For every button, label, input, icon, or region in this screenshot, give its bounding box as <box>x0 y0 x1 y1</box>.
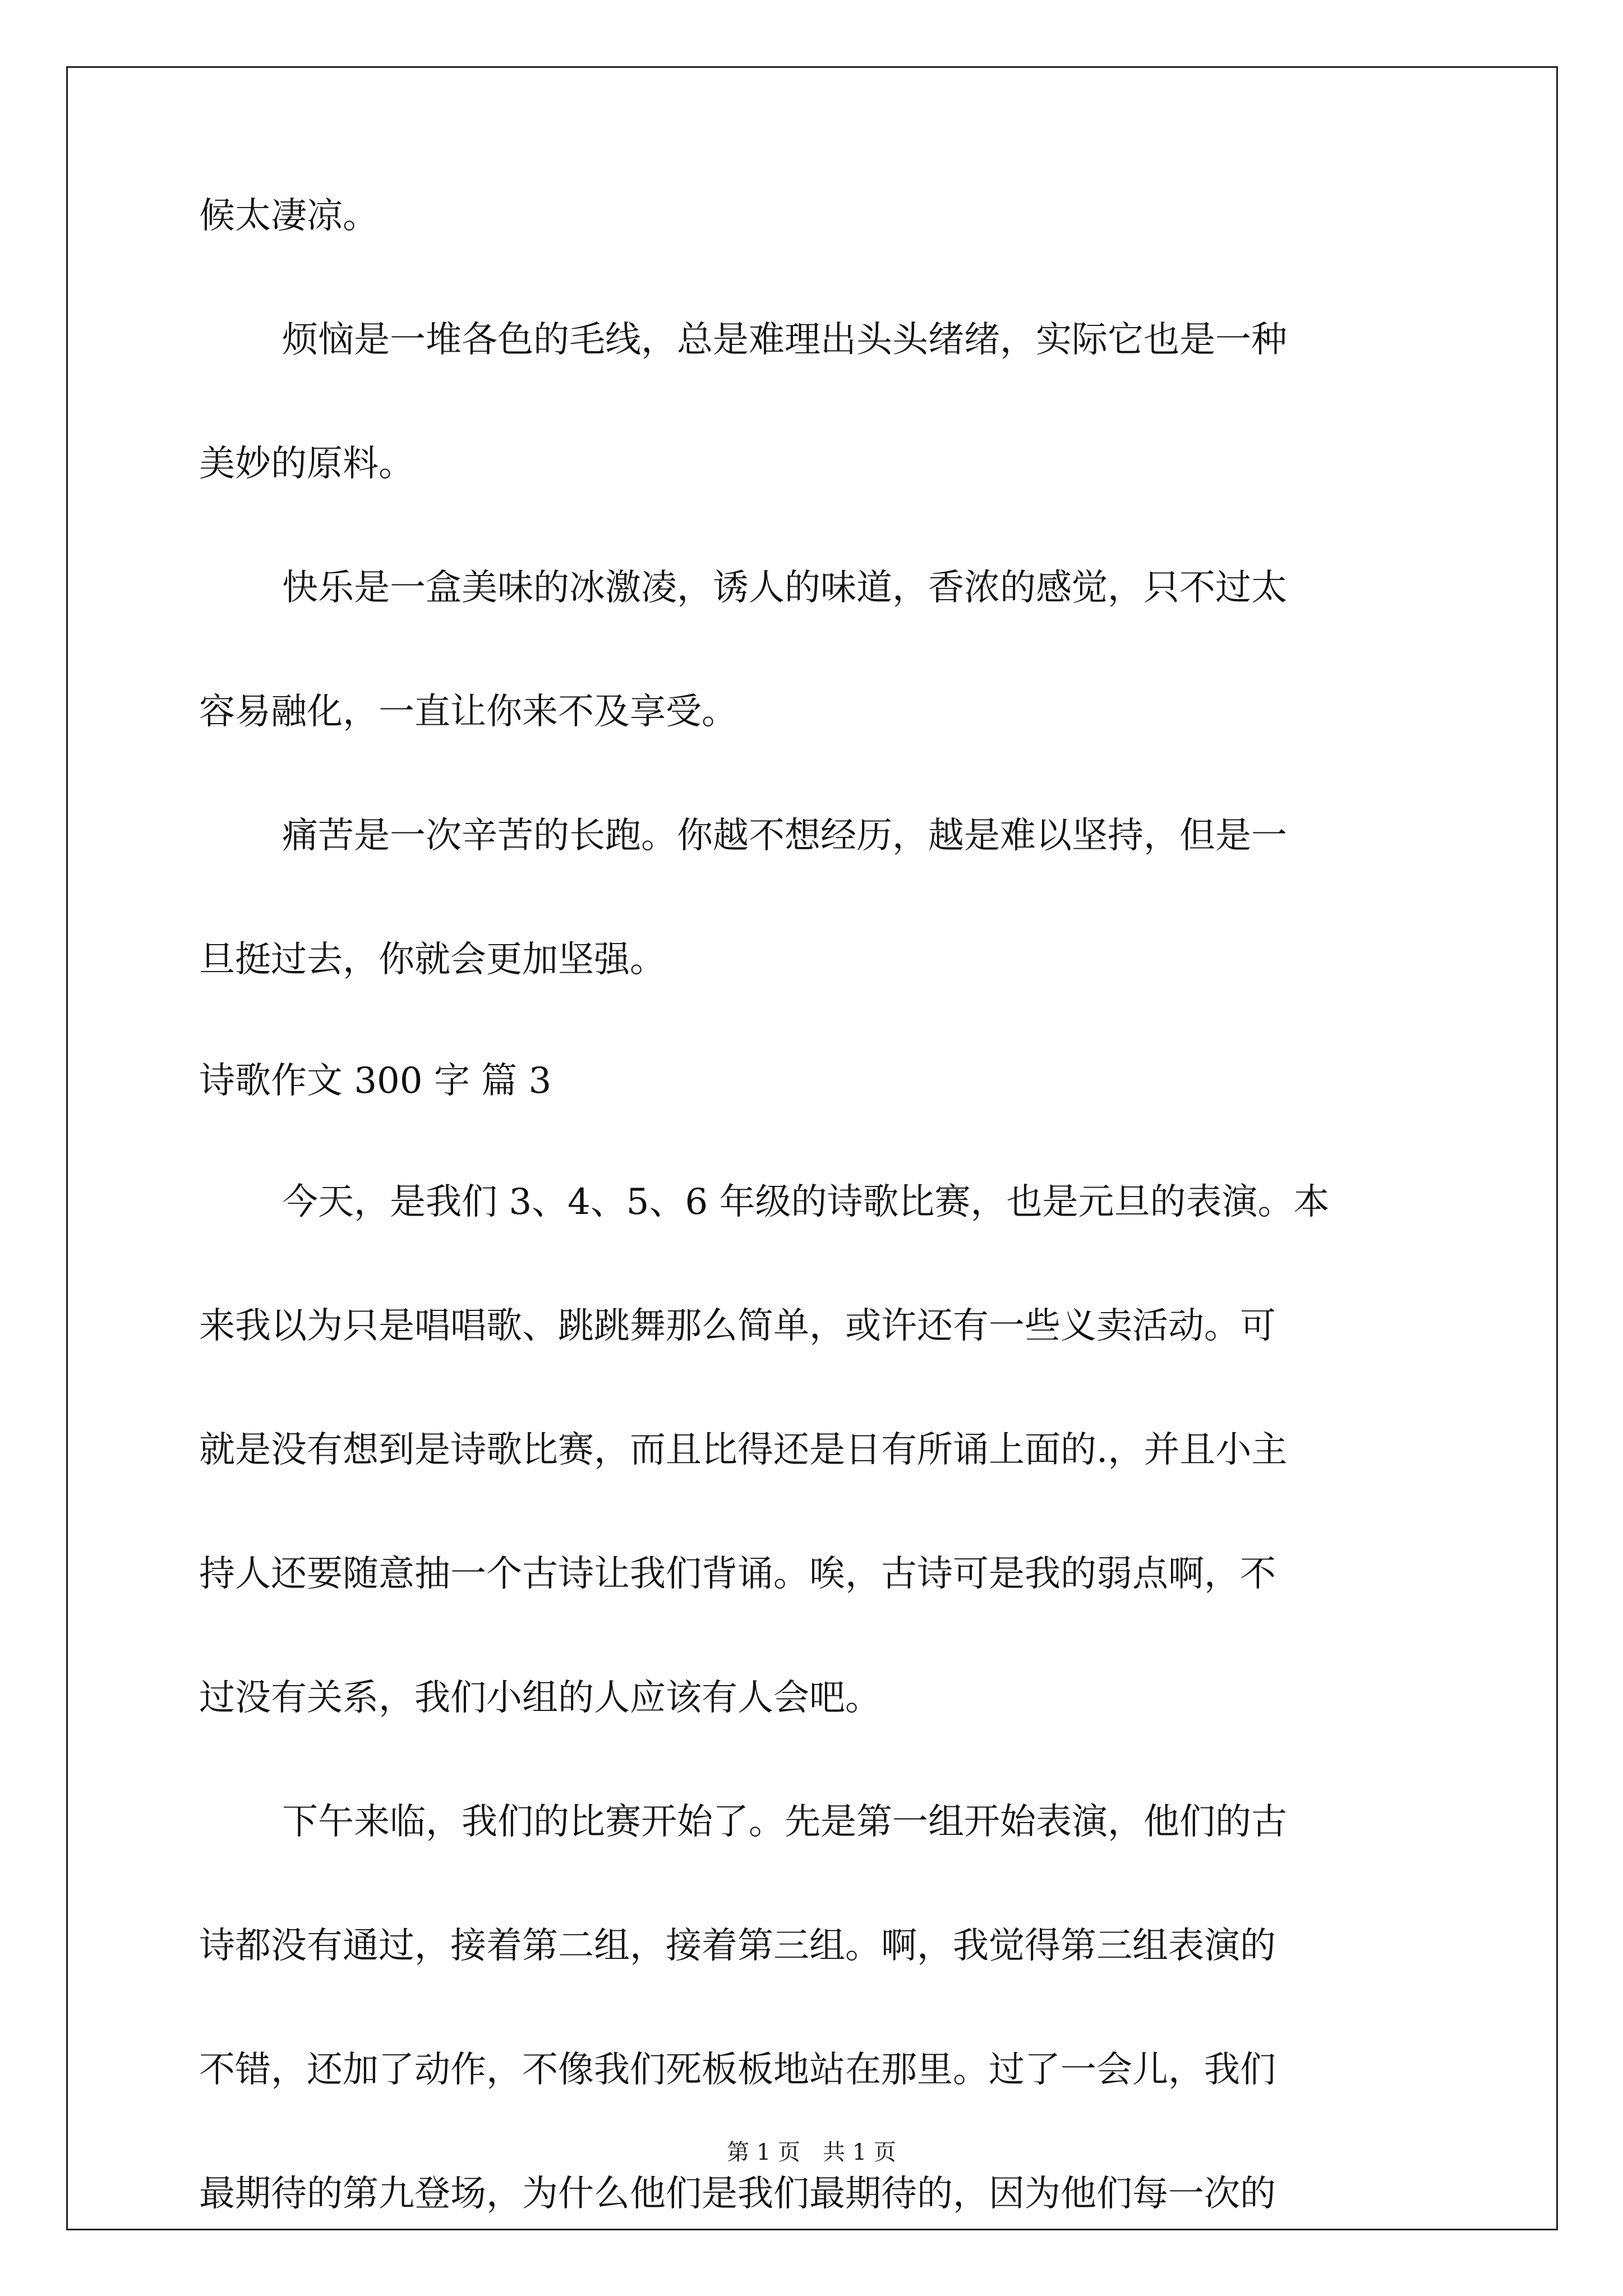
text-line: 候太凄凉。 <box>199 195 379 237</box>
text-line: 美妙的原料。 <box>199 443 414 485</box>
page-border <box>66 66 1558 2230</box>
text-line: 最期待的第九登场，为什么他们是我们最期待的，因为他们每一次的 <box>199 2173 1276 2215</box>
section-heading: 诗歌作文 300 字 篇 3 <box>199 1060 552 1102</box>
text-line: 就是没有想到是诗歌比赛，而且比得还是日有所诵上面的.，并且小主 <box>199 1429 1288 1471</box>
text-line: 诗都没有通过，接着第二组，接着第三组。啊，我觉得第三组表演的 <box>199 1925 1276 1967</box>
paragraph-first-line: 今天，是我们 3、4、5、6 年级的诗歌比赛，也是元旦的表演。本 <box>282 1181 1330 1223</box>
text-line: 过没有关系，我们小组的人应该有人会吧。 <box>199 1677 881 1719</box>
text-line: 持人还要随意抽一个古诗让我们背诵。唉，古诗可是我的弱点啊，不 <box>199 1553 1276 1595</box>
paragraph-first-line: 下午来临，我们的比赛开始了。先是第一组开始表演，他们的古 <box>282 1801 1287 1843</box>
page-footer: 第 1 页 共 1 页 <box>727 2139 896 2165</box>
text-line: 容易融化，一直让你来不及享受。 <box>199 691 737 733</box>
text-line: 不错，还加了动作，不像我们死板板地站在那里。过了一会儿，我们 <box>199 2049 1276 2091</box>
paragraph-first-line: 烦恼是一堆各色的毛线，总是难理出头头绪绪，实际它也是一种 <box>282 319 1287 361</box>
paragraph-first-line: 快乐是一盒美味的冰激凌，诱人的味道，香浓的感觉，只不过太 <box>282 567 1287 609</box>
paragraph-first-line: 痛苦是一次辛苦的长跑。你越不想经历，越是难以坚持，但是一 <box>282 815 1287 857</box>
text-line: 旦挺过去，你就会更加坚强。 <box>199 939 666 981</box>
text-line: 来我以为只是唱唱歌、跳跳舞那么简单，或许还有一些义卖活动。可 <box>199 1305 1276 1347</box>
